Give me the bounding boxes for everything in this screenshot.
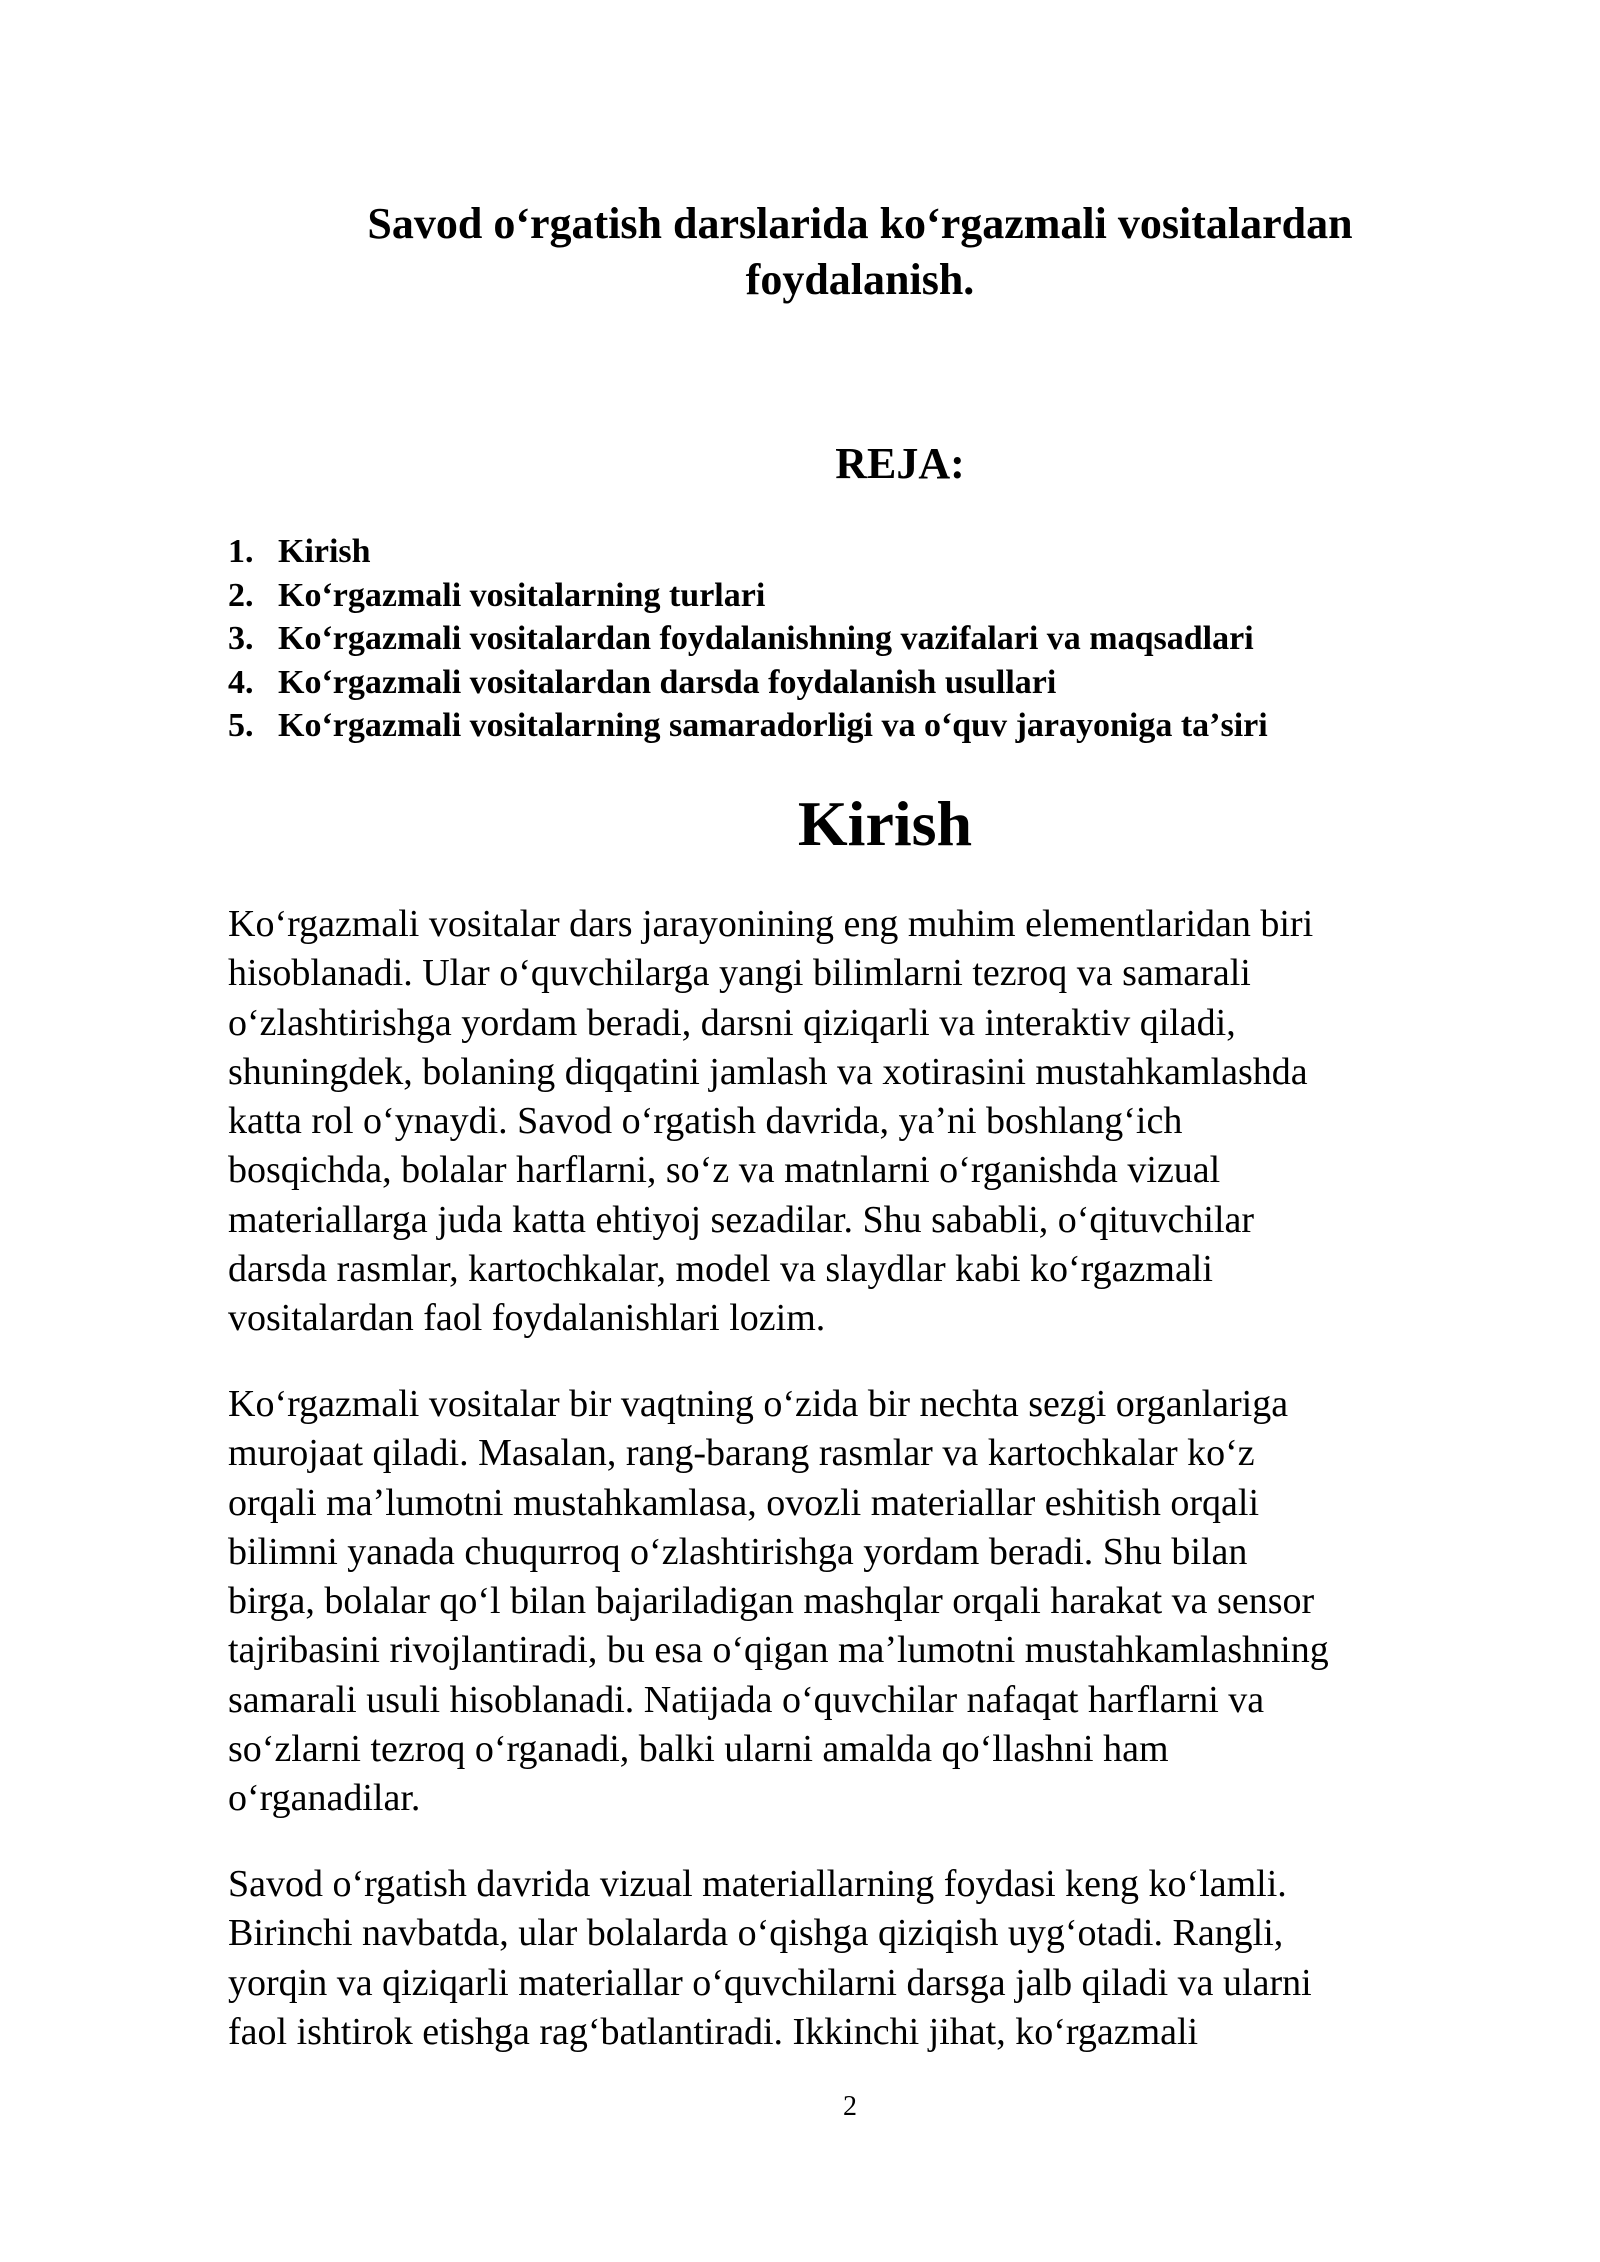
plan-item-text: Koʻrgazmali vositalardan foydalanishning vazifalari va maqsadlari — [278, 620, 1254, 657]
paragraph-line: Birinchi navbatda, ular bolalarda oʻqishga qiziqish uygʻotadi. Rangli, — [228, 1912, 1284, 1955]
plan-item — [228, 574, 1508, 618]
plan-item-number: 3. — [228, 620, 254, 657]
plan-item-number: 2. — [228, 576, 254, 614]
paragraph-line: shuningdek, bolaning diqqatini jamlash va xotirasini mustahkamlashda — [228, 1050, 1308, 1093]
document-title: Savod oʻrgatish darslarida koʻrgazmali vositalardan foydalanish. — [367, 199, 1353, 304]
section-heading: Kirish — [797, 788, 973, 859]
plan-item-number: 4. — [228, 663, 254, 701]
paragraph-line: birga, bolalar qoʻl bilan bajariladigan mashqlar orqali harakat va sensor — [228, 1580, 1315, 1623]
paragraph-line: katta rol oʻynaydi. Savod oʻrgatish davrida, yaʼni boshlangʻich — [228, 1100, 1183, 1143]
page-number: 2 — [843, 2091, 857, 2122]
paragraph-line: hisoblanadi. Ular oʻquvchilarga yangi bilimlarni tezroq va samarali — [228, 952, 1251, 995]
plan-item-text: Koʻrgazmali vositalarning turlari — [278, 576, 766, 614]
paragraph-line: Savod oʻrgatish davrida vizual materiallarning foydasi keng koʻlamli. — [228, 1863, 1287, 1905]
plan-heading: REJA: — [835, 439, 965, 488]
plan-item — [228, 530, 1508, 574]
plan-item-text: Koʻrgazmali vositalarning samaradorligi va oʻquv jarayoniga taʼsiri — [278, 707, 1268, 744]
plan-item — [228, 661, 1508, 705]
plan-item-text: Koʻrgazmali vositalardan darsda foydalanish usullari — [278, 663, 1057, 701]
plan-item — [228, 704, 1508, 748]
plan-item-text: Kirish — [278, 533, 371, 570]
plan-item-number: 5. — [228, 707, 254, 744]
plan-item — [228, 617, 1508, 661]
paragraph-line: darsda rasmlar, kartochkalar, model va slaydlar kabi koʻrgazmali — [228, 1248, 1213, 1291]
body-paragraph — [228, 900, 1498, 1344]
plan-item-number: 1. — [228, 533, 254, 570]
paragraph-line: Koʻrgazmali vositalar dars jarayonining eng muhim elementlaridan biri — [228, 903, 1314, 945]
paragraph-line: bilimni yanada chuqurroq oʻzlashtirishga yordam beradi. Shu bilan — [228, 1530, 1248, 1573]
body-paragraph — [228, 1860, 1498, 2057]
paragraph-line: samarali usuli hisoblanadi. Natijada oʻquvchilar nafaqat harflarni va — [228, 1678, 1265, 1721]
paragraph-line: soʻzlarni tezroq oʻrganadi, balki ularni amalda qoʻllashni ham — [228, 1728, 1169, 1771]
paragraph-line: tajribasini rivojlantiradi, bu esa oʻqigan maʼlumotni mustahkamlashning — [228, 1629, 1329, 1672]
paragraph-line: vositalardan faol foydalanishlari lozim. — [228, 1297, 826, 1340]
paragraph-line: materiallarga juda katta ehtiyoj sezadilar. Shu sababli, oʻqituvchilar — [228, 1198, 1255, 1241]
paragraph-line: Koʻrgazmali vositalar bir vaqtning oʻzida bir nechta sezgi organlariga — [228, 1383, 1289, 1425]
paragraph-line: orqali maʼlumotni mustahkamlasa, ovozli materiallar eshitish orqali — [228, 1481, 1260, 1524]
paragraph-line: faol ishtirok etishga ragʻbatlantiradi. Ikkinchi jihat, koʻrgazmali — [228, 2010, 1199, 2053]
paragraph-line: bosqichda, bolalar harflarni, soʻz va matnlarni oʻrganishda vizual — [228, 1149, 1221, 1192]
paragraph-line: murojaat qiladi. Masalan, rang-barang rasmlar va kartochkalar koʻz — [228, 1432, 1255, 1475]
plan-list — [228, 530, 1508, 748]
body-paragraph — [228, 1380, 1498, 1824]
paragraph-line: yorqin va qiziqarli materiallar oʻquvchilarni darsga jalb qiladi va ularni — [228, 1961, 1312, 2004]
paragraph-line: oʻzlashtirishga yordam beradi, darsni qiziqarli va interaktiv qiladi, — [228, 1001, 1236, 1044]
paragraph-line: oʻrganadilar. — [228, 1777, 421, 1820]
